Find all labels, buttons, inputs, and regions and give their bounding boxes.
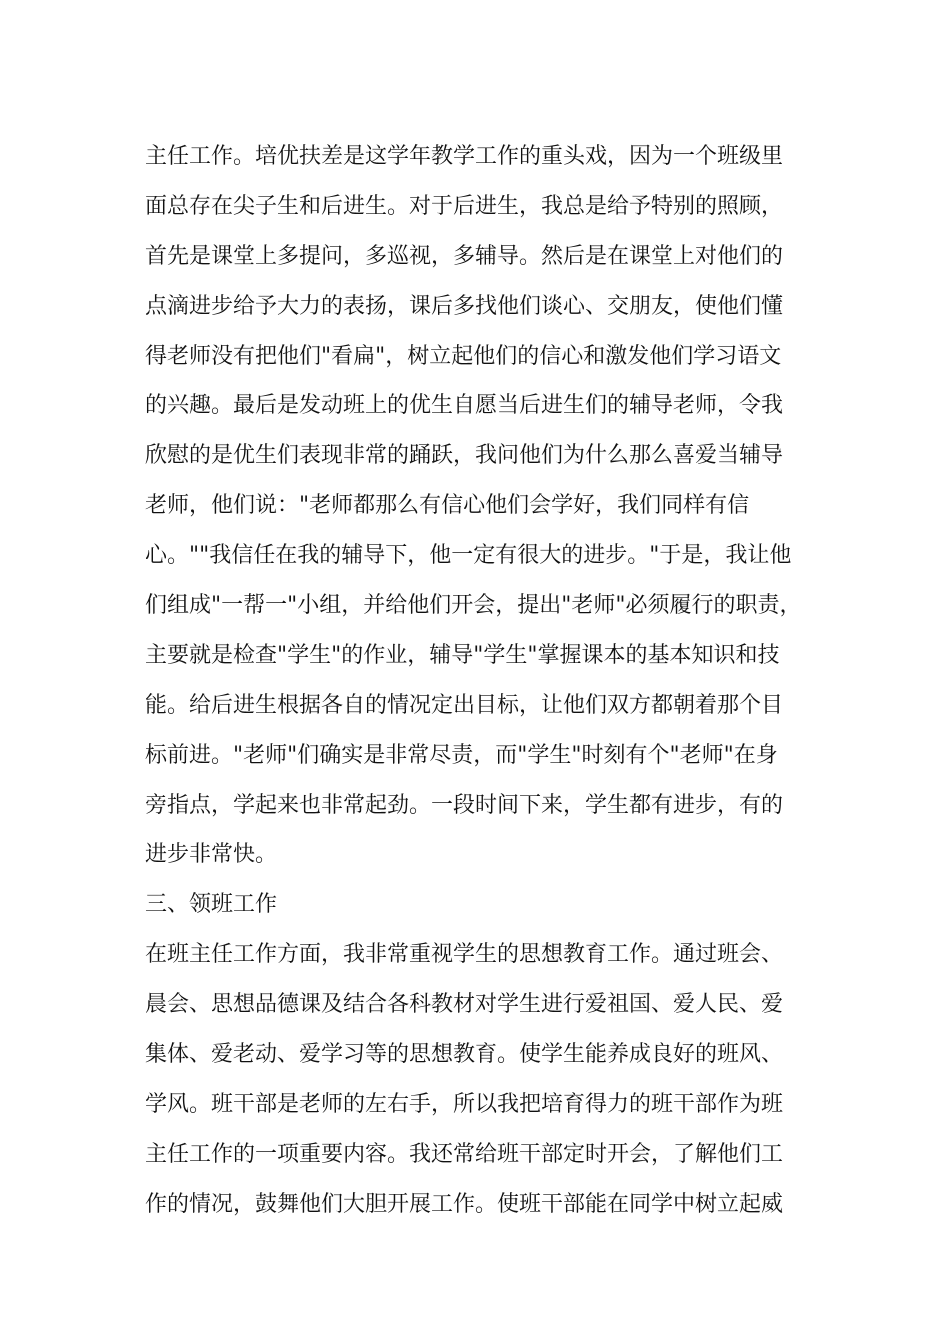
text-line: 旁指点，学起来也非常起劲。一段时间下来，学生都有进步，有的 <box>145 792 784 818</box>
text-line: 进步非常快。 <box>145 842 278 868</box>
text-line: 点滴进步给予大力的表扬，课后多找他们谈心、交朋友，使他们懂 <box>145 293 784 319</box>
text-line: 面总存在尖子生和后进生。对于后进生，我总是给予特别的照顾， <box>145 193 784 219</box>
text-line: 主任工作。培优扶差是这学年教学工作的重头戏，因为一个班级里 <box>145 144 784 169</box>
text-line: 学风。班干部是老师的左右手，所以我把培育得力的班干部作为班 <box>145 1091 784 1117</box>
text-line: 老师，他们说："老师都那么有信心他们会学好，我们同样有信 <box>145 493 750 519</box>
text-line: 晨会、思想品德课及结合各科教材对学生进行爱祖国、爱人民、爱 <box>145 992 784 1018</box>
text-line: 欣慰的是优生们表现非常的踊跃，我问他们为什么那么喜爱当辅导 <box>145 443 784 469</box>
text-line: 能。给后进生根据各自的情况定出目标，让他们双方都朝着那个目 <box>145 692 784 718</box>
body-text <box>145 132 825 1230</box>
text-line: 心。""我信任在我的辅导下，他一定有很大的进步。"于是，我让他 <box>145 543 792 569</box>
text-line: 首先是课堂上多提问，多巡视，多辅导。然后是在课堂上对他们的 <box>145 243 784 269</box>
text-line: 的兴趣。最后是发动班上的优生自愿当后进生们的辅导老师，令我 <box>145 393 784 419</box>
text-line: 们组成"一帮一"小组，并给他们开会，提出"老师"必须履行的职责， <box>145 593 802 619</box>
text-line: 得老师没有把他们"看扁"，树立起他们的信心和激发他们学习语文 <box>145 343 782 369</box>
text-line: 集体、爱老动、爱学习等的思想教育。使学生能养成良好的班风、 <box>145 1042 784 1068</box>
text-line: 标前进。"老师"们确实是非常尽责，而"学生"时刻有个"老师"在身 <box>145 742 778 768</box>
text-line: 作的情况，鼓舞他们大胆开展工作。使班干部能在同学中树立起威 <box>145 1191 784 1217</box>
text-line: 主要就是检查"学生"的作业，辅导"学生"掌握课本的基本知识和技 <box>145 642 780 668</box>
section-heading: 三、领班工作 <box>145 892 278 918</box>
text-line: 主任工作的一项重要内容。我还常给班干部定时开会，了解他们工 <box>145 1141 784 1167</box>
text-line: 在班主任工作方面，我非常重视学生的思想教育工作。通过班会、 <box>145 942 784 968</box>
